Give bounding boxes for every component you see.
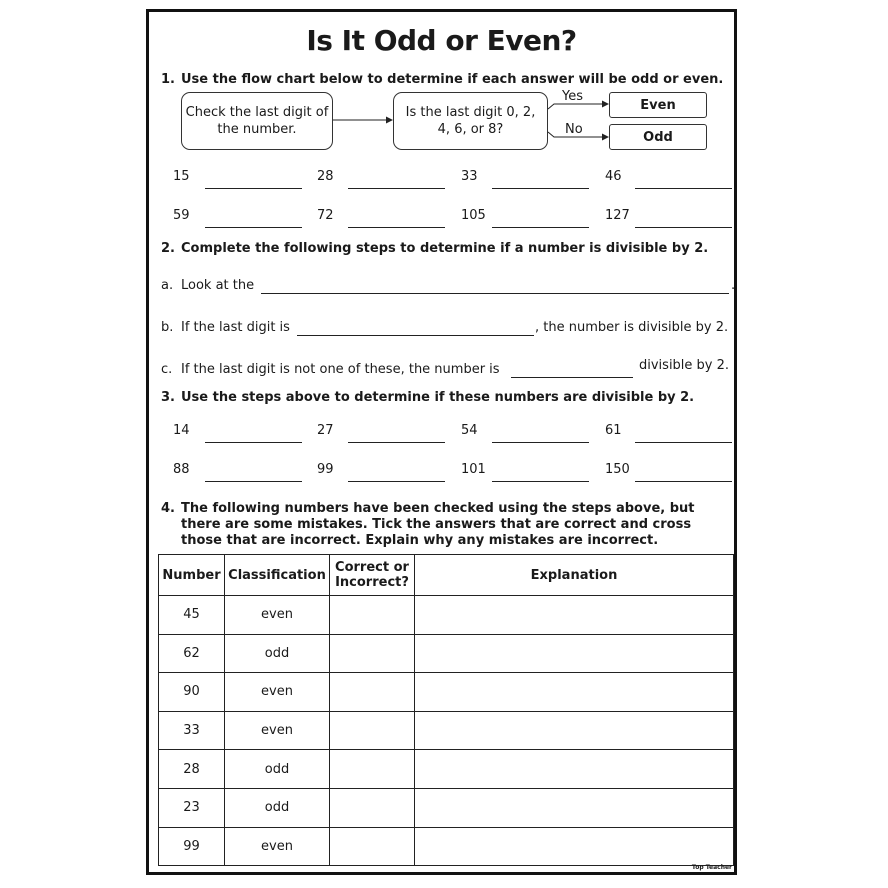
explanation-cell[interactable] [415, 750, 734, 789]
page-title: Is It Odd or Even? [306, 24, 577, 57]
question-number: 2. [161, 241, 175, 256]
problem-number: 28 [317, 169, 334, 184]
problem-number: 88 [173, 462, 190, 477]
number-cell: 28 [159, 750, 225, 789]
header-correct [330, 555, 415, 596]
problem-number: 72 [317, 208, 334, 223]
problem-number: 127 [605, 208, 630, 223]
correct-cell[interactable] [330, 827, 415, 866]
number-cell: 23 [159, 788, 225, 827]
flow-yes-label: Yes [562, 89, 583, 104]
flow-result-even: Even [609, 92, 707, 118]
answer-blank[interactable] [205, 227, 302, 228]
classification-cell: odd [225, 634, 330, 673]
table-row [159, 673, 734, 712]
step-c-end: divisible by 2. [639, 358, 730, 373]
correct-cell[interactable] [330, 673, 415, 712]
explanation-cell[interactable] [415, 634, 734, 673]
explanation-cell[interactable] [415, 788, 734, 827]
step-b-end: , the number is divisible by 2. [535, 320, 729, 335]
problem-number: 61 [605, 423, 622, 438]
correct-cell[interactable] [330, 634, 415, 673]
question-text: Use the steps above to determine if these numbers are divisible by 2. [181, 390, 695, 405]
answer-blank[interactable] [635, 481, 732, 482]
classification-cell: odd [225, 750, 330, 789]
answer-blank[interactable] [348, 227, 445, 228]
explanation-cell[interactable] [415, 711, 734, 750]
classification-cell: odd [225, 788, 330, 827]
question-text: Complete the following steps to determine if a number is divisible by 2. [181, 241, 709, 256]
table-row [159, 788, 734, 827]
step-c [161, 362, 500, 377]
worksheet [146, 9, 737, 875]
table-row [159, 827, 734, 866]
table-row [159, 711, 734, 750]
flow-result-odd: Odd [609, 124, 707, 150]
table-header-row [159, 555, 734, 596]
explanation-cell[interactable] [415, 673, 734, 712]
table-row [159, 750, 734, 789]
answer-blank[interactable] [205, 442, 302, 443]
step-a [161, 278, 254, 293]
step-a-blank[interactable] [261, 293, 729, 294]
table-row [159, 596, 734, 635]
answer-blank[interactable] [348, 481, 445, 482]
problem-number: 54 [461, 423, 478, 438]
step-c-text: If the last digit is not one of these, the number is [181, 362, 500, 377]
problem-number: 15 [173, 169, 190, 184]
flow-no-label: No [565, 122, 583, 137]
question-text: Use the flow chart below to determine if each answer will be odd or even. [181, 72, 724, 87]
step-a-text: Look at the [181, 278, 255, 293]
answer-blank[interactable] [205, 481, 302, 482]
number-cell: 62 [159, 634, 225, 673]
check-table [158, 554, 734, 866]
step-c-blank[interactable] [511, 377, 633, 378]
correct-cell[interactable] [330, 788, 415, 827]
step-b [161, 320, 290, 335]
problem-number: 14 [173, 423, 190, 438]
problem-number: 33 [461, 169, 478, 184]
step-c-label: c. [161, 362, 173, 377]
question-number: 4. [161, 501, 175, 516]
problem-number: 99 [317, 462, 334, 477]
flow-arrows [149, 12, 734, 172]
header-classification: Classification [225, 555, 330, 596]
classification-cell: even [225, 827, 330, 866]
answer-blank[interactable] [348, 442, 445, 443]
step-b-label: b. [161, 320, 174, 335]
number-cell: 33 [159, 711, 225, 750]
arrow-yes [548, 104, 608, 109]
question-number: 3. [161, 390, 175, 405]
classification-cell: even [225, 711, 330, 750]
answer-blank[interactable] [205, 188, 302, 189]
answer-blank[interactable] [492, 227, 589, 228]
number-cell: 90 [159, 673, 225, 712]
answer-blank[interactable] [492, 188, 589, 189]
header-number: Number [159, 555, 225, 596]
flow-step-1-text: Check the last digit of the number. [185, 105, 329, 137]
step-a-label: a. [161, 278, 174, 293]
question-number: 1. [161, 72, 175, 87]
correct-cell[interactable] [330, 711, 415, 750]
question-2 [161, 241, 731, 257]
arrow-no [548, 132, 608, 137]
answer-blank[interactable] [635, 188, 732, 189]
correct-cell[interactable] [330, 750, 415, 789]
answer-blank[interactable] [348, 188, 445, 189]
step-b-blank[interactable] [297, 335, 534, 336]
number-cell: 45 [159, 596, 225, 635]
problem-number: 105 [461, 208, 486, 223]
answer-blank[interactable] [492, 442, 589, 443]
header-explanation: Explanation [415, 555, 734, 596]
question-3 [161, 390, 731, 406]
header-correct-text: Correct or Incorrect? [335, 560, 409, 590]
explanation-cell[interactable] [415, 596, 734, 635]
table-body [159, 596, 734, 866]
correct-cell[interactable] [330, 596, 415, 635]
step-b-text: If the last digit is [181, 320, 290, 335]
classification-cell: even [225, 673, 330, 712]
classification-cell: even [225, 596, 330, 635]
problem-number: 59 [173, 208, 190, 223]
answer-blank[interactable] [492, 481, 589, 482]
number-cell: 99 [159, 827, 225, 866]
explanation-cell[interactable] [415, 827, 734, 866]
question-4 [161, 501, 731, 549]
problem-number: 46 [605, 169, 622, 184]
table-row [159, 634, 734, 673]
problem-number: 27 [317, 423, 334, 438]
question-text: The following numbers have been checked using the steps above, but there are some mistakes. Tick the answers that are correct and cross those that are incorrect. Explain why any mistakes are incorrect. [181, 501, 695, 548]
problem-number: 101 [461, 462, 486, 477]
problem-number: 150 [605, 462, 630, 477]
answer-blank[interactable] [635, 442, 732, 443]
step-a-end: . [731, 278, 736, 293]
flow-step-2-text: Is the last digit 0, 2, 4, 6, or 8? [405, 105, 536, 137]
answer-blank[interactable] [635, 227, 732, 228]
brand-logo: Top Teacher [691, 864, 732, 871]
